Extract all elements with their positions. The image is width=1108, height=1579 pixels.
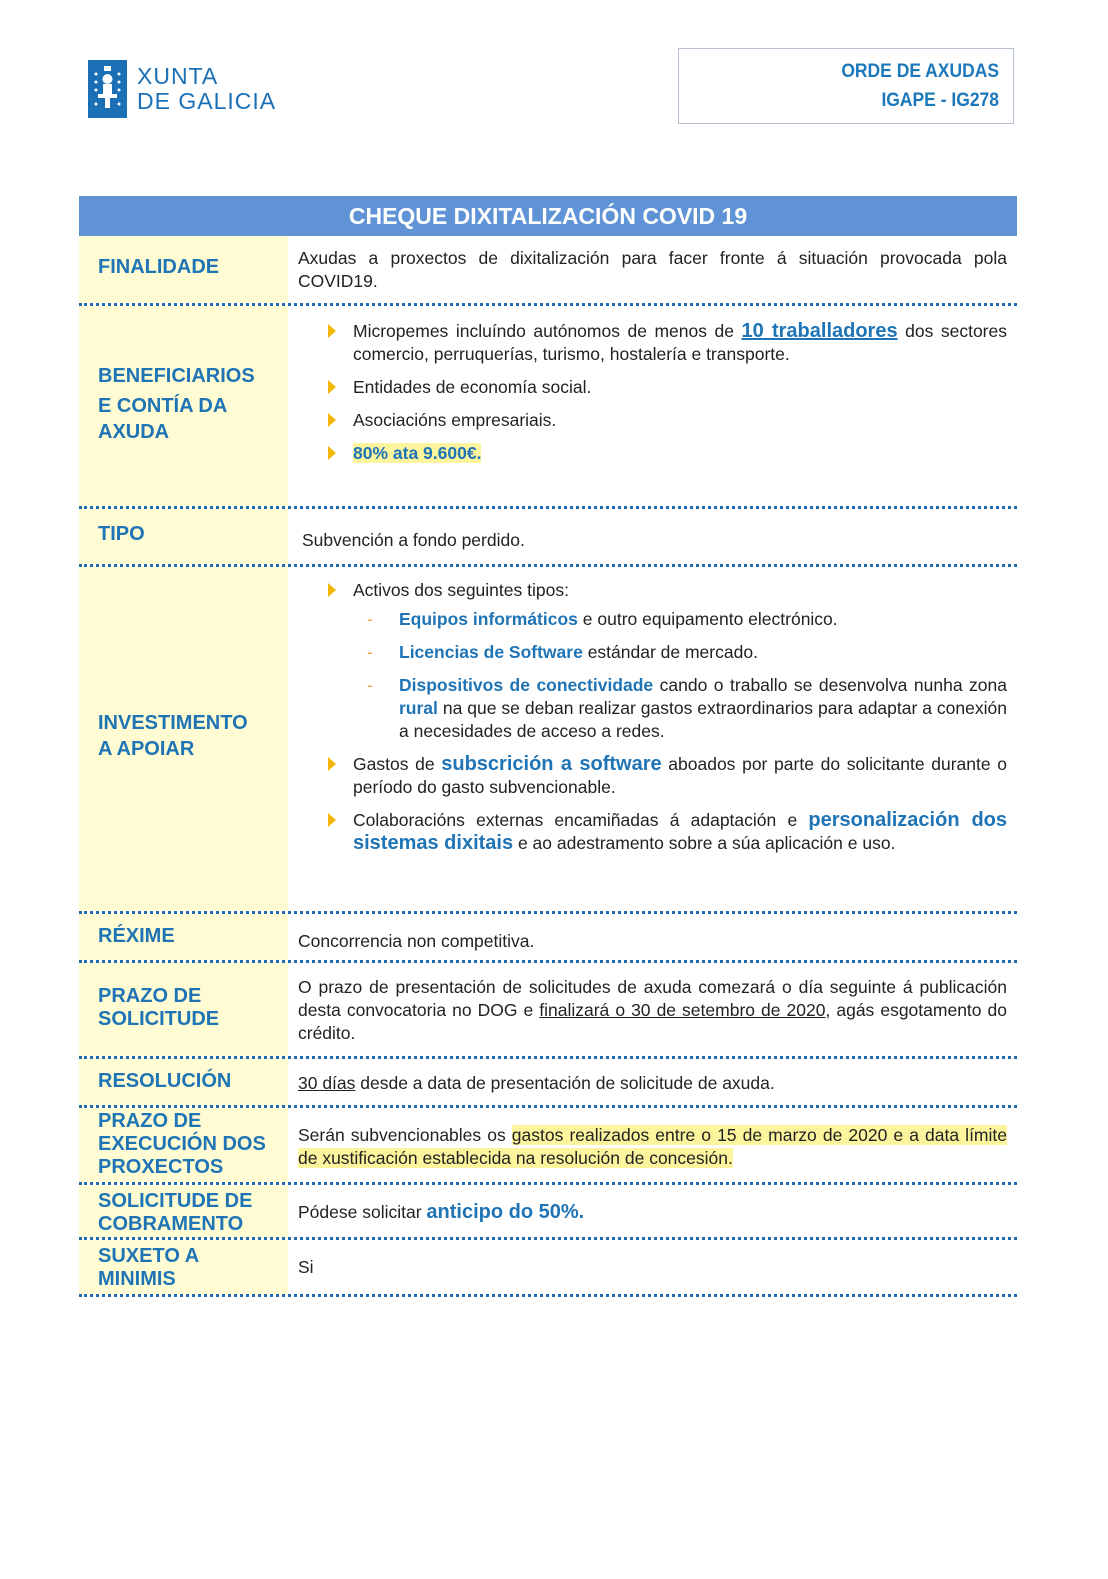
- label-line: MINIMIS: [98, 1268, 176, 1290]
- label-minimis: [79, 1240, 288, 1294]
- value-prazo-execucion: [288, 1108, 1017, 1182]
- label-line: SOLICITUDE DE: [98, 1190, 253, 1212]
- label-prazo-solicitude: [79, 963, 288, 1056]
- sub-list-item: [353, 674, 1007, 743]
- list-item: [298, 753, 1007, 799]
- info-table: [79, 236, 1017, 1297]
- underlined-text: 30 días: [298, 1073, 356, 1093]
- text: aboados por parte do solicitante durante o período do gasto subvencionable.: [353, 754, 1007, 797]
- highlight-text: subscrición a software: [441, 753, 662, 775]
- page-title: CHEQUE DIXITALIZACIÓN COVID 19: [79, 196, 1017, 236]
- bullet-arrow-icon: [328, 380, 336, 394]
- label-line: EXECUCIÓN DOS: [98, 1133, 266, 1155]
- order-line-1: ORDE DE AXUDAS: [841, 61, 999, 82]
- value-beneficiarios: [288, 306, 1017, 506]
- list-item: [298, 376, 1007, 399]
- dash-bullet-icon: -: [367, 675, 373, 695]
- text: Asociacións empresariais.: [353, 410, 557, 430]
- logo-line-2: DE GALICIA: [137, 88, 277, 114]
- row-tipo: [79, 509, 1017, 567]
- row-rexime: [79, 914, 1017, 963]
- row-minimis: [79, 1240, 1017, 1297]
- highlight-text: 10 traballadores: [741, 320, 898, 342]
- text: O prazo de presentación de solicitudes de axuda comezará o día seguinte á publicación desta convocatoria no DOG e: [298, 977, 1007, 1020]
- row-finalidade: [79, 236, 1017, 306]
- label-line: INVESTIMENTO: [98, 712, 248, 734]
- value-tipo: Subvención a fondo perdido.: [302, 530, 525, 550]
- label-cobramento: [79, 1185, 288, 1237]
- text: Colaboracións externas encamiñadas á adaptación e: [353, 810, 809, 830]
- value-prazo-solicitude: [288, 963, 1017, 1056]
- list-item: [298, 579, 1007, 743]
- label-line: AXUDA: [98, 421, 170, 443]
- label-beneficiarios: [79, 306, 288, 506]
- text: e ao adestramento sobre a súa aplicación e uso.: [513, 833, 896, 853]
- list-item: [298, 409, 1007, 432]
- text: na que se deban realizar gastos extraordinarios para adaptar a conexión a necesidades de acceso a redes.: [399, 698, 1007, 741]
- label-finalidade: FINALIDADE: [79, 236, 288, 303]
- dash-bullet-icon: -: [367, 642, 373, 662]
- text: estándar de mercado.: [582, 642, 758, 662]
- highlight-text: Licencias de Software: [399, 642, 583, 662]
- label-investimento: [79, 567, 288, 911]
- text: cando o traballo se desenvolva nunha zona: [653, 675, 1007, 695]
- label-rexime: RÉXIME: [79, 914, 288, 960]
- bullet-arrow-icon: [328, 757, 336, 771]
- sub-list-item: [353, 641, 1007, 664]
- bullet-arrow-icon: [328, 813, 336, 827]
- row-beneficiarios: [79, 306, 1017, 509]
- bullet-arrow-icon: [328, 413, 336, 427]
- row-resolucion: [79, 1059, 1017, 1108]
- label-line: SUXETO A: [98, 1245, 200, 1267]
- highlight-text: rural: [399, 698, 438, 718]
- row-prazo-solicitude: [79, 963, 1017, 1059]
- label-line: PRAZO DE: [98, 1110, 202, 1132]
- value-investimento: [288, 567, 1017, 911]
- text: Activos dos seguintes tipos:: [353, 580, 569, 600]
- text: Entidades de economía social.: [353, 377, 592, 397]
- row-cobramento: [79, 1185, 1017, 1240]
- logo-line-1: XUNTA: [137, 63, 219, 89]
- list-item: [298, 809, 1007, 855]
- order-line-2: IGAPE - IG278: [881, 90, 999, 111]
- row-prazo-execucion: [79, 1108, 1017, 1185]
- label-prazo-execucion: [79, 1108, 288, 1182]
- list-item: [298, 442, 1007, 465]
- value-cobramento: [288, 1185, 1017, 1237]
- text: Micropemes incluíndo autónomos de menos de: [353, 321, 742, 341]
- label-line: SOLICITUDE: [98, 1008, 220, 1030]
- value-rexime: Concorrencia non competitiva.: [298, 931, 535, 951]
- label-resolucion: RESOLUCIÓN: [79, 1059, 288, 1105]
- underlined-text: finalizará o 30 de setembro de 2020: [539, 1000, 826, 1020]
- dash-bullet-icon: -: [367, 609, 373, 629]
- highlight-text: Dispositivos de conectividade: [399, 675, 654, 695]
- coat-of-arms-icon: [88, 60, 127, 118]
- bullet-arrow-icon: [328, 324, 336, 338]
- bullet-arrow-icon: [328, 446, 336, 460]
- highlight-text: anticipo do 50%.: [426, 1201, 585, 1223]
- row-investimento: [79, 567, 1017, 914]
- label-line: PROXECTOS: [98, 1156, 224, 1178]
- text: Gastos de: [353, 754, 442, 774]
- value-finalidade: Axudas a proxectos de dixitalización para facer fronte á situación provocada pola COVID19.: [298, 248, 1007, 291]
- text: e outro equipamento electrónico.: [577, 609, 838, 629]
- highlight-text: gastos realizados entre o 15 de marzo de 2020 e a data límite de xustificación establecida na resolución de concesión.: [298, 1125, 1007, 1168]
- highlight-text: 80% ata 9.600€.: [353, 443, 482, 463]
- label-line: COBRAMENTO: [98, 1213, 244, 1235]
- order-box: [678, 48, 1014, 124]
- label-line: BENEFICIARIOS: [98, 365, 255, 387]
- label-line: A APOIAR: [98, 738, 195, 760]
- label-tipo: TIPO: [79, 509, 288, 564]
- text: desde a data de presentación de solicitude de axuda.: [355, 1073, 775, 1093]
- value-minimis: Si: [298, 1257, 314, 1277]
- highlight-text: personalización dos sistemas dixitais: [353, 809, 1007, 854]
- highlight-text: Equipos informáticos: [399, 609, 578, 629]
- label-line: PRAZO DE: [98, 985, 202, 1007]
- text: , agás esgotamento do crédito.: [298, 1000, 1008, 1043]
- text: Serán subvencionables os: [298, 1125, 512, 1145]
- list-item: [298, 320, 1007, 366]
- text: dos sectores comercio, perruquerías, turismo, hostalería e transporte.: [353, 321, 1007, 364]
- xunta-logo: [88, 60, 276, 118]
- sub-list-item: [353, 608, 1007, 631]
- text: Pódese solicitar: [298, 1202, 427, 1222]
- value-resolucion: [288, 1059, 1017, 1105]
- bullet-arrow-icon: [328, 583, 336, 597]
- label-line: E CONTÍA DA: [98, 395, 228, 417]
